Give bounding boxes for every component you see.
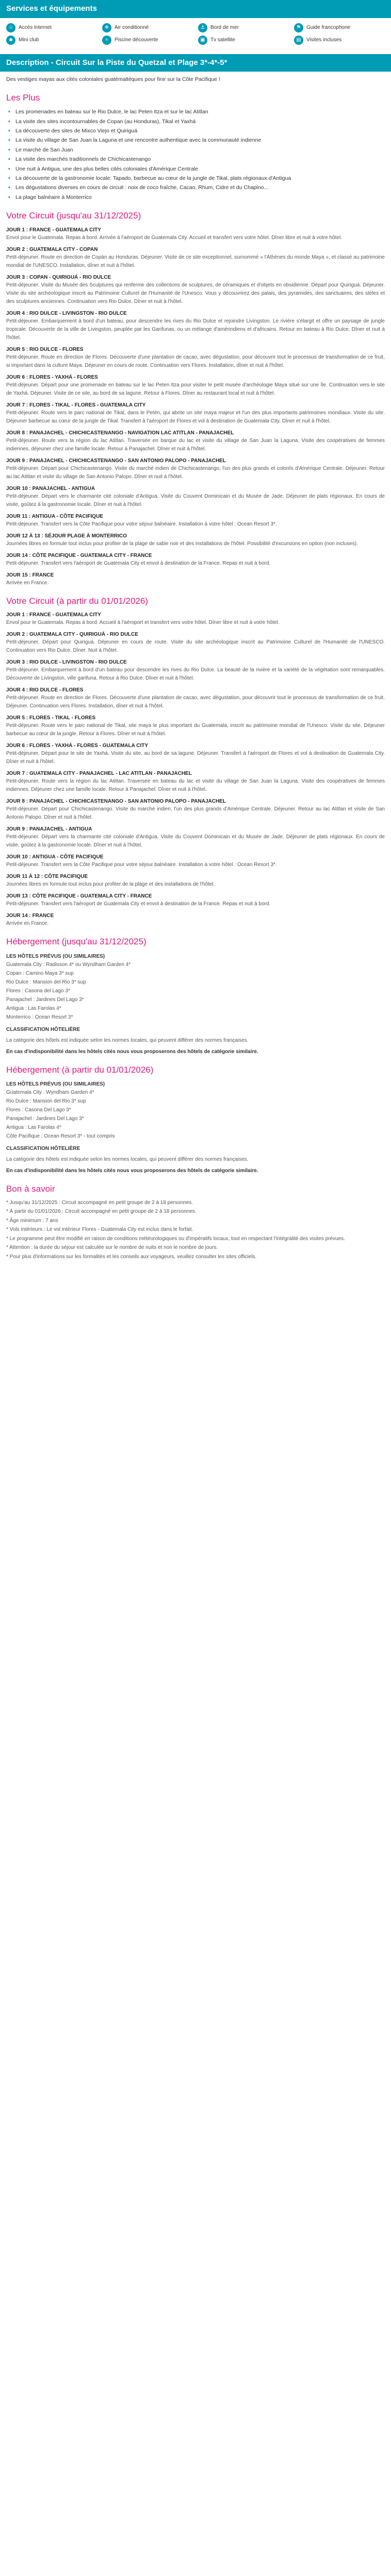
itinerary-day xyxy=(6,226,385,242)
plus-item: ▪ La découverte des sites de Mixco Viejo et Quiriguá xyxy=(8,126,385,135)
itinerary-day xyxy=(6,686,385,710)
day-description: Petit-déjeuner. Embarquement à bord d'un bateau, pour descendre les rives du Rio Dulce et rejoindre Livingston. Le rivière s'élargit et offre un paysage de jungle tropicale. Découverte de la ville de Livingston, peuplée par les Garifunas, ou un mélange d'amérindiens et d'africains. Retour en bateau à Rio Dulce. Dîner et nuit à l'hôtel. xyxy=(6,318,385,341)
hotel-line: Panajachel : Jardines Del Lago 3* xyxy=(6,1116,84,1122)
pool-icon: ≈ xyxy=(102,36,111,45)
day-description: Envol pour le Guatemala. Repas à bord. Arrivée à l'aéroport de Guatemala City. Accueil et transfert vers votre hôtel. Dîner libre et nuit à votre hôtel. xyxy=(6,234,342,241)
day-description: Petit-déjeuner. Transfert vers l'aéroport de Guatemala City et envol à destination de la France. Repas et nuit à bord. xyxy=(6,901,271,907)
itinerary-day xyxy=(6,714,385,738)
day-title: JOUR 1 : FRANCE - GUATEMALA CITY xyxy=(6,227,101,233)
user-icon: ☺ xyxy=(6,23,15,32)
hotel-line: Copan : Camino Maya 3* sup xyxy=(6,970,74,976)
itinerary-day xyxy=(6,611,385,627)
snowflake-icon: ❄ xyxy=(102,23,111,32)
info-item: * Vols Intérieurs : Le vol intérieur Flores - Guatemala City est inclus dans le forfait. xyxy=(6,1227,193,1232)
itinerary-day xyxy=(6,825,385,850)
itinerary-day xyxy=(6,246,385,270)
plus-item: ▪ La visite du village de San Juan la Laguna et une rencontre authentique avec la communauté indienne xyxy=(8,135,385,145)
itinerary-day xyxy=(6,401,385,426)
day-title: JOUR 2 : GUATEMALA CITY - COPAN xyxy=(6,246,98,252)
day-title: JOUR 13 : CÔTE PACIFIQUE - GUATEMALA CITY - FRANCE xyxy=(6,893,152,899)
service-label: Tv satellite xyxy=(210,37,235,43)
day-description: Petit-déjeuner. Visite du Musée des Sculptures qui renferme des collections de sculptures, de céramiques et d'objets en obsidienne. Départ pour Quiriguá. Déjeuner. Visite du site archéologique inscrit au Patrimoine Culturel de l'Humanité de l'Unesco. Vous y découvrirez des palais, des pyramides, des sanctuaires, des stèles et des sculptures anciennes. Continuation vers Rio Dulce. Dîner et nuit à l'hôtel. xyxy=(6,282,385,304)
day-title: JOUR 14 : FRANCE xyxy=(6,913,54,919)
itinerary-day xyxy=(6,429,385,453)
day-title: JOUR 12 À 13 : SÉJOUR PLAGE À MONTERRICO xyxy=(6,533,127,539)
day-description: Petit-déjeuner. Route en direction de Copán au Honduras. Déjeuner. Visite de ce site exceptionnel, surnommé « l'Athènes du monde Maya », et classé au patrimoine mondial de l'UNESCO. Installation, dîner et nuit à l'hôtel. xyxy=(6,254,385,268)
day-title: JOUR 15 : FRANCE xyxy=(6,572,54,578)
day-title: JOUR 9 : PANAJACHEL - CHICHICASTENANGO - SAN ANTONIO PALOPO - PANAJACHEL xyxy=(6,457,226,464)
page xyxy=(0,0,391,1272)
hotel1-title: Hébergement (jusqu'au 31/12/2025) xyxy=(6,937,146,946)
day-description: Arrivée en France. xyxy=(6,580,49,586)
anchor-icon: ⚓ xyxy=(198,23,207,32)
plus-item: ▪ Une nuit à Antigua, une des plus belles cités coloniales d'Amérique Centrale xyxy=(8,164,385,174)
tour2-title: Votre Circuit (à partir du 01/01/2026) xyxy=(6,596,148,606)
day-title: JOUR 8 : PANAJACHEL - CHICHICASTENANGO - SAN ANTONIO PALOPO - PANAJACHEL xyxy=(6,799,226,804)
info-item: * Le programme peut être modifié en raison de conditions météorologiques ou d'impératifs locaux, tout en respectant l'intégralité des visites prévues. xyxy=(6,1235,345,1242)
day-title: JOUR 1 : FRANCE - GUATEMALA CITY xyxy=(6,612,101,618)
itinerary-day xyxy=(6,571,385,587)
day-description: Petit-déjeuner. Route en direction de Flores. Découverte d'une plantation de cacao, avec dégustation, pour découvrir tout le processus de transformation de ce fruit. Déjeuner. Continuation vers Flores. Installation, dîner et nuit à l'hôtel. xyxy=(6,695,385,709)
hotel-line: Rio Dulce : Mansion del Rio 3* sup xyxy=(6,979,86,985)
info-item: * Jusqu'au 31/12/2025 : Circuit accompagné en petit groupe de 2 à 18 personnes. xyxy=(6,1199,193,1206)
day-description: Petit-déjeuner. Départ pour Quiriguá. Déjeuner en cours de route. Visite du site archéologique inscrit au Patrimoine Culturel de l'Humanité de l'UNESCO. Continuation vers Rio Dulce. Dîner. Nuit à l'hôtel. xyxy=(6,639,385,653)
info-item: * Pour plus d'informations sur les formalités et les conseils aux voyageurs, veuillez consulter les sites officiels. xyxy=(6,1253,257,1260)
day-description: Petit-déjeuner. Transfert vers la Côte Pacifique pour votre séjour balnéaire. Installation à votre hôtel : Ocean Resort 3*. xyxy=(6,521,277,527)
day-description: Petit-déjeuner. Route en direction de Flores. Découverte d'une plantation de cacao, avec dégustation, pour découvrir tout le processus de transformation de ce fruit, si important dans la culture Maya. Déjeuner en cours de route. Continuation vers Flores. Installation, dîner et nuit à l'hôtel. xyxy=(6,354,385,368)
itinerary-day xyxy=(6,658,385,683)
itinerary-day xyxy=(6,853,385,869)
hotel2-list xyxy=(6,1088,385,1141)
day-description: Petit-déjeuner. Route vers la région du lac Atitlan. Traversée en bateau du lac et visite du village de San Juan la Laguna. Visite des coopératives de femmes indiennes. Déjeuner chez une famille locale. Retour à Panajachel. Dîner et nuit à l'hôtel. xyxy=(6,778,385,792)
day-description: Petit-déjeuner. Départ pour le site de Yaxhá. Visite du site, au bord de sa lagune. Déjeuner. Transfert à l'aéroport de Flores et vol à destination de Guatemala City. Dîner et nuit à l'hôtel. xyxy=(6,751,385,765)
day-title: JOUR 11 À 12 : CÔTE PACIFIQUE xyxy=(6,874,88,879)
itinerary-day xyxy=(6,346,385,370)
service-item xyxy=(198,36,289,45)
itinerary-day xyxy=(6,310,385,342)
itinerary-day xyxy=(6,274,385,306)
day-description: Petit-déjeuner. Embarquement à bord d'un bateau pour descendre les rives du Rio Dulce. La beauté de la rivière et la variété de la végétation sont remarquables. Découverte de Livingston, ville garifuna. Retour à Rio Dulce. Dîner et nuit à l'hôtel. xyxy=(6,667,385,681)
hotel2-subtitle: LES HÔTELS PRÉVUS (OU SIMILAIRES) xyxy=(6,1081,105,1087)
avoir-title: Bon à savoir xyxy=(6,1184,55,1194)
day-title: JOUR 3 : RIO DULCE - LIVINGSTON - RIO DULCE xyxy=(6,659,127,665)
service-item xyxy=(294,36,385,45)
hotel-line: Flores : Casona Del Lago 3* xyxy=(6,1107,71,1113)
hotel-line: Côte Pacifique : Ocean Resort 3* - tout compris xyxy=(6,1133,115,1139)
hotel-line: Monterrico : Ocean Resort 3* xyxy=(6,1014,73,1020)
plus-item: ▪ La plage balnéaire à Monterrico xyxy=(8,193,385,202)
day-description: Petit-déjeuner. Départ pour Chichicastenango. Visite du marché indien, l'un des plus grands d'Amérique Centrale. Déjeuner. Retour au lac Atitlan et visite de San Antonio Palopo. Dîner et nuit à l'hôtel. xyxy=(6,806,385,820)
hotel-line: Flores : Casona del Lago 3* xyxy=(6,988,70,994)
day-title: JOUR 7 : GUATEMALA CITY - PANAJACHEL - LAC ATITLAN - PANAJACHEL xyxy=(6,771,192,776)
service-label: Bord de mer xyxy=(210,25,239,30)
service-label: Air conditionné xyxy=(115,25,149,30)
tour2-days xyxy=(6,611,385,928)
itinerary-day xyxy=(6,457,385,481)
day-title: JOUR 6 : FLORES - YAXHÁ - FLORES xyxy=(6,374,98,380)
hotel2-title: Hébergement (à partir du 01/01/2026) xyxy=(6,1064,154,1075)
services-grid xyxy=(0,18,391,51)
hotel-line: Rio Dulce : Mansion del Rio 3* sup xyxy=(6,1098,86,1104)
day-title: JOUR 7 : FLORES - TIKAL - FLORES - GUATEMALA CITY xyxy=(6,402,146,408)
day-title: JOUR 4 : RIO DULCE - FLORES xyxy=(6,687,84,693)
day-description: Petit-déjeuner. Route vers le parc national de Tikal, site maya le plus important du Guatemala, inscrit au patrimoine mondial de l'Unesco. Visite du site. Déjeuner barbecue au cœur de la jungle. Retour à Flores. Dîner et nuit à l'hôtel. xyxy=(6,723,385,737)
hotel-line: Guatemala City : Radisson 4* ou Wyndham Garden 4* xyxy=(6,961,131,968)
tour1-title: Votre Circuit (jusqu'au 31/12/2025) xyxy=(6,211,141,221)
hotel1-class-title: CLASSIFICATION HÔTELIÈRE xyxy=(6,1026,80,1032)
hotel-line: Antigua : Las Farolas 4* xyxy=(6,1005,61,1011)
services-header: Services et équipements xyxy=(0,0,391,18)
itinerary-day xyxy=(6,374,385,398)
day-title: JOUR 8 : PANAJACHEL - CHICHICASTENANGO - NAVIGATION LAC ATITLAN - PANAJACHEL xyxy=(6,430,234,436)
plus-title: Les Plus xyxy=(6,92,40,103)
suitcase-icon: ▤ xyxy=(294,36,303,45)
info-item: * Attention : la durée du séjour est calculée sur le nombre de nuits et non le nombre de jours. xyxy=(6,1245,218,1250)
hotel1-class-text: La catégorie des hôtels est indiquée selon les normes locales, qui peuvent différer des normes françaises. xyxy=(6,1037,249,1043)
service-label: Visites incluses xyxy=(306,37,342,43)
itinerary-day xyxy=(6,552,385,568)
day-title: JOUR 10 : PANAJACHEL - ANTIGUA xyxy=(6,485,95,492)
service-item xyxy=(6,36,97,45)
plus-item: ▪ La découverte de la gastronomie locale: Tapado, barbecue au cœur de la jungle de Tikal, plats régionaux d'Antigua xyxy=(8,174,385,183)
hotel-line: Panajachel : Jardines Del Lago 3* xyxy=(6,996,84,1003)
day-title: JOUR 5 : RIO DULCE - FLORES xyxy=(6,346,84,352)
tour1-days xyxy=(6,226,385,587)
info-item: * Âge minimum : 7 ans xyxy=(6,1217,58,1224)
content xyxy=(0,72,391,1272)
hotel2-class-text: La catégorie des hôtels est indiquée selon les normes locales, qui peuvent différer des normes françaises. xyxy=(6,1157,249,1162)
service-label: Accès Internet xyxy=(19,25,52,30)
plus-list xyxy=(8,107,385,202)
plus-item: ▪ Les dégustations diverses en cours de circuit : noix de coco fraîche, Cacao, Rhum, Cidre et du Chapino... xyxy=(8,183,385,192)
itinerary-day xyxy=(6,873,385,889)
hotel1-notice: En cas d'indisponibilité dans les hôtels cités nous vous proposerons des hôtels de catégorie similaire. xyxy=(6,1048,258,1055)
day-description: Envol pour le Guatemala. Repas à bord. Accueil à l'aéroport et transfert vers votre hôtel. Dîner libre et nuit à votre hôtel. xyxy=(6,620,280,625)
hotel2-class-title: CLASSIFICATION HÔTELIÈRE xyxy=(6,1146,80,1151)
itinerary-day xyxy=(6,892,385,908)
itinerary-day xyxy=(6,485,385,509)
service-item xyxy=(294,23,385,32)
day-title: JOUR 4 : RIO DULCE - LIVINGSTON - RIO DULCE xyxy=(6,310,127,316)
day-title: JOUR 10 : ANTIGUA - CÔTE PACIFIQUE xyxy=(6,854,104,860)
plus-item: ▪ La visite des sites incontournables de Copan (au Honduras), Tikal et Yaxhá xyxy=(8,117,385,126)
guide-icon: ⚑ xyxy=(294,23,303,32)
plus-item: ▪ Le marché de San Juan xyxy=(8,145,385,155)
day-description: Petit-déjeuner. Départ vers la charmante cité coloniale d'Antigua. Visite du Couvent Dominicain et du Musée de Jade. Déjeuner de plats régionaux. En cours de visite, goûtez à la gastronomie locale. Dîner et nuit à l'hôtel. xyxy=(6,834,385,848)
day-description: Petit-déjeuner. Départ pour une promenade en bateau sur le lac Peten Itza pour visiter le petit musée d'archéologie Maya situé sur une île. Continuation vers le site de Yaxhá. Déjeuner. Visite de ce site, au bord de sa lagune. Retour à Flores. Dîner au restaurant local et nuit à l'hôtel. xyxy=(6,382,385,396)
day-title: JOUR 6 : FLORES - YAXHÁ - FLORES - GUATEMALA CITY xyxy=(6,743,149,749)
day-description: Petit-déjeuner. Départ pour Chichicastenango. Visite du marché indien de Chichicastenango, l'un des plus grands et colorés d'Amérique Centrale. Déjeuner. Retour au lac Atitlan et visite du village de San Antonio Palopo. Dîner et nuit à l'hôtel. xyxy=(6,465,385,480)
hotel2-notice: En cas d'indisponibilité dans les hôtels cités nous vous proposerons des hôtels de catégorie similaire. xyxy=(6,1168,258,1174)
itinerary-day xyxy=(6,770,385,794)
hotel-line: Antigua : Las Farolas 4* xyxy=(6,1125,61,1130)
day-description: Journées libres en formule tout inclus pour profiter de la plage de sable noir et des installations de l'hôtel. Possibilité d'excursions en option (non incluses). xyxy=(6,540,358,547)
tv-icon: ▣ xyxy=(198,36,207,45)
service-label: Mini club xyxy=(19,37,39,43)
hotel1-list xyxy=(6,960,385,1022)
day-description: Arrivée en France. xyxy=(6,921,49,926)
day-description: Petit-déjeuner. Route vers la région du lac Atitlan. Traversée en barque du lac et visite du village de San Juan la Laguna. Visite des coopératives de femmes indiennes, déjeuner chez une famille locale. Retour à Panajachel. Dîner et nuit à l'hôtel. xyxy=(6,437,385,452)
service-item xyxy=(198,23,289,32)
day-title: JOUR 3 : COPAN - QUIRIGUÁ - RIO DULCE xyxy=(6,274,111,280)
description-intro: Des vestiges mayas aux cités coloniales guatémaltèques pour finir sur la Côte Pacifique ! xyxy=(6,76,220,82)
hotel-line: Guatemala City : Wyndham Garden 4* xyxy=(6,1090,94,1095)
day-description: Journées libres en formule tout inclus pour profiter de la plage et des installations de l'hôtel. xyxy=(6,882,215,887)
info-item: * À partir du 01/01/2026 : Circuit accompagné en petit groupe de 2 à 18 personnes. xyxy=(6,1209,197,1214)
day-description: Petit-déjeuner. Transfert vers la Côte Pacifique pour votre séjour balnéaire. Installation à votre hôtel : Ocean Resort 3*. xyxy=(6,862,277,868)
itinerary-day xyxy=(6,631,385,655)
day-description: Petit-déjeuner. Départ vers le charmante cité coloniale d'Antigua. Visite du Couvent Dominicain et du Musée de Jade. Déjeuner de plats régionaux. En cours de visite, goûtez à la gastronomie locale. Dîner et nuit à l'hôtel. xyxy=(6,493,385,507)
hotel1-subtitle: LES HÔTELS PRÉVUS (OU SIMILAIRES) xyxy=(6,953,105,959)
itinerary-day xyxy=(6,532,385,548)
day-title: JOUR 2 : GUATEMALA CITY - QUIRIGUÁ - RIO DULCE xyxy=(6,632,138,637)
service-label: Guide francophone xyxy=(306,25,351,30)
itinerary-day xyxy=(6,798,385,822)
itinerary-day xyxy=(6,513,385,529)
service-item xyxy=(102,36,193,45)
day-title: JOUR 9 : PANAJACHEL - ANTIGUA xyxy=(6,826,92,832)
day-description: Petit-déjeuner. Route vers le parc national de Tikal, dans le Petén, qui abrite un site maya majeur et l'un des plus importants patrimoines mondiaux. Visite du site. Déjeuner barbecue au cœur de la jungle de Tikal. Transfert à l'aéroport de Flores et vol à destination de Guatemala City. Dîner et nuit à l'hôtel. xyxy=(6,410,385,424)
itinerary-day xyxy=(6,742,385,766)
plus-item: ▪ La visite des marchés traditionnels de Chichicastenango xyxy=(8,155,385,164)
day-title: JOUR 11 : ANTIGUA - CÔTE PACIFIQUE xyxy=(6,513,103,519)
plus-item: ▪ Les promenades en bateau sur le Rio Dulce, le lac Peten Itza et sur le lac Atitlan xyxy=(8,107,385,116)
avoir-list xyxy=(6,1199,385,1262)
day-title: JOUR 5 : FLORES - TIKAL - FLORES xyxy=(6,715,96,721)
day-title: JOUR 14 : CÔTE PACIFIQUE - GUATEMALA CITY - FRANCE xyxy=(6,552,152,558)
service-item xyxy=(102,23,193,32)
mini-club-icon: ☻ xyxy=(6,36,15,45)
itinerary-day xyxy=(6,912,385,928)
service-label: Piscine découverte xyxy=(115,37,158,43)
day-description: Petit-déjeuner. Transfert vers l'aéroport de Guatemala City et envol à destination de la France. Repas et nuit à bord. xyxy=(6,560,271,566)
description-header: Description - Circuit Sur la Piste du Quetzal et Plage 3*-4*-5* xyxy=(0,54,391,72)
service-item xyxy=(6,23,97,32)
